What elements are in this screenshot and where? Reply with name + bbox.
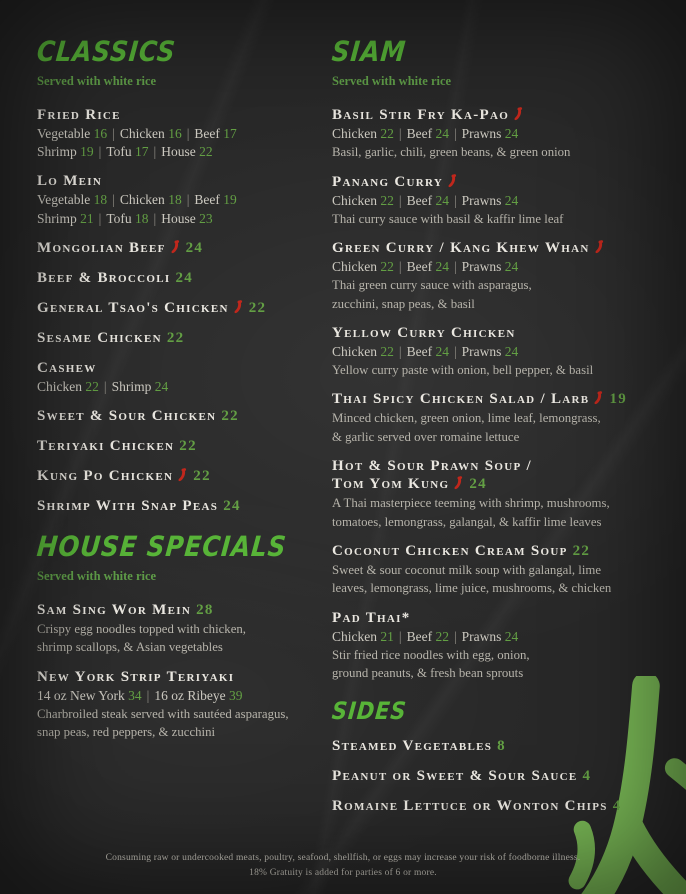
- menu-item: [37, 359, 325, 395]
- menu-item-price: 4: [612, 798, 622, 815]
- variant-separator: |: [398, 628, 402, 644]
- variant-separator: |: [398, 126, 402, 141]
- variant-label: Chicken: [332, 126, 381, 141]
- section-title: HOUSE SPECIALS: [35, 529, 289, 563]
- menu-item-name-line: [332, 106, 666, 124]
- menu-item-price: 24: [175, 269, 194, 286]
- menu-item-name: Hot & Sour Prawn Soup /: [332, 458, 532, 475]
- variant-label: Prawns: [461, 628, 505, 644]
- variant-label: 14 oz New York: [37, 687, 129, 703]
- menu-item-name: Tom Yom Kung: [332, 476, 450, 493]
- variant-price: 24: [435, 192, 449, 208]
- menu-item-name: Romaine Lettuce or Wonton Chips: [332, 798, 608, 815]
- menu-item-price: 22: [221, 407, 239, 424]
- menu-item-price: 22: [166, 329, 185, 346]
- section-subtitle: Served with white rice: [37, 74, 157, 88]
- variant-separator: |: [453, 192, 457, 208]
- variant-label: Beef: [194, 126, 224, 141]
- variant-separator: |: [153, 144, 157, 160]
- variant-label: House: [161, 144, 200, 160]
- menu-item-name-line: [332, 542, 666, 560]
- menu-item-description: leaves, lemongrass, lime juice, mushrooms, & chicken: [332, 581, 612, 596]
- menu-item-name: Basil Stir Fry Ka-Pao: [332, 107, 510, 123]
- variant-price: 24: [504, 126, 519, 141]
- menu-item: [37, 269, 325, 287]
- menu-item-name: Pad Thai*: [332, 609, 411, 626]
- menu-item-name-line: [37, 239, 325, 257]
- menu-item-name: Shrimp With Snap Peas: [37, 497, 219, 514]
- variant-price: 22: [380, 192, 394, 208]
- menu-item: [332, 173, 666, 228]
- menu-item-name-line: [332, 324, 666, 342]
- menu-item-price: 22: [193, 467, 211, 484]
- variant-label: Vegetable: [37, 192, 94, 208]
- variant-price: 22: [435, 628, 449, 644]
- menu-item-variants: [37, 192, 325, 208]
- menu-item-name: Yellow Curry Chicken: [332, 324, 516, 341]
- menu-item-name: New York Strip Teriyaki: [37, 668, 235, 685]
- right-column: [330, 35, 666, 827]
- variant-price: 34: [128, 687, 142, 703]
- chili-icon: [170, 239, 181, 254]
- variant-label: House: [161, 210, 200, 226]
- menu-item-name-line: [37, 407, 325, 425]
- menu-item-name: Beef & Broccoli: [37, 269, 171, 286]
- menu-item: [332, 797, 666, 815]
- menu-item-name: Thai Spicy Chicken Salad / Larb: [332, 391, 590, 408]
- variant-separator: |: [112, 192, 115, 208]
- variant-price: 24: [504, 192, 519, 208]
- menu-item-name-line: [37, 601, 325, 619]
- menu-item: [332, 542, 666, 597]
- menu-item-description: & garlic served over romaine lettuce: [332, 429, 520, 444]
- menu-item-description: Thai green curry sauce with asparagus,: [332, 278, 532, 293]
- menu-item-price: 28: [196, 601, 214, 618]
- variant-label: Shrimp: [111, 378, 155, 394]
- variant-price: 24: [435, 126, 449, 141]
- menu-item-name-line: [332, 797, 666, 815]
- variant-separator: |: [98, 210, 102, 226]
- menu-item-description: Charbroiled steak served with sautéed asparagus,: [37, 706, 289, 721]
- menu-item-price: 24: [185, 239, 204, 256]
- menu-item-price: 22: [179, 437, 197, 454]
- variant-label: 16 oz Ribeye: [154, 687, 229, 703]
- menu-item: [332, 324, 666, 379]
- menu-item-name-line: [37, 172, 325, 190]
- menu-item-price: 8: [497, 738, 506, 755]
- footer-disclaimer: [0, 851, 686, 882]
- menu-item-name-line: [37, 359, 325, 377]
- section-sides: [332, 699, 666, 815]
- variant-label: Beef: [406, 192, 436, 208]
- variant-label: Beef: [406, 259, 436, 275]
- menu-item-name-line: [37, 437, 325, 455]
- menu-item-name-line: [37, 497, 325, 515]
- menu-item-name: General Tsao's Chicken: [37, 299, 229, 316]
- menu-item-variants: [332, 259, 666, 275]
- variant-separator: |: [98, 144, 102, 160]
- menu-item-name-line: [332, 239, 666, 257]
- menu-item: [332, 457, 666, 530]
- menu-item-description: Thai curry sauce with basil & kaffir lime leaf: [332, 211, 564, 226]
- menu-item-name: Mongolian Beef: [37, 239, 166, 256]
- variant-price: 22: [199, 144, 213, 160]
- variant-label: Chicken: [119, 192, 169, 208]
- variant-separator: |: [453, 126, 457, 141]
- chili-icon: [233, 299, 244, 314]
- section-items: [37, 106, 325, 515]
- menu-item-description: ground peanuts, & fresh bean sprouts: [332, 666, 524, 681]
- variant-separator: |: [453, 343, 457, 359]
- menu-item-variants: [37, 126, 325, 142]
- menu-item: [37, 239, 325, 257]
- menu-item-variants: [332, 193, 666, 209]
- menu-item: [332, 609, 666, 682]
- menu-item-name-line: [37, 299, 325, 317]
- variant-price: 17: [223, 126, 237, 141]
- menu-item-name: Cashew: [37, 359, 97, 376]
- variant-separator: |: [453, 259, 457, 275]
- variant-label: Prawns: [461, 343, 505, 359]
- menu-item: [37, 106, 325, 160]
- menu-item-description: Yellow curry paste with onion, bell pepper, & basil: [332, 363, 594, 378]
- menu-item-description: Crispy egg noodles topped with chicken,: [37, 621, 246, 636]
- variant-label: Chicken: [332, 259, 381, 275]
- menu-item-price: 22: [248, 299, 267, 316]
- menu-item-name-line: [37, 329, 325, 347]
- variant-price: 22: [85, 378, 99, 394]
- variant-price: 23: [199, 210, 213, 226]
- menu-item: [332, 767, 666, 785]
- menu-item-description: Basil, garlic, chili, green beans, & green onion: [332, 145, 571, 160]
- section-classics: [35, 35, 325, 515]
- menu-item-variants: [37, 144, 325, 160]
- menu-item-variants: [37, 379, 325, 395]
- menu-item-price: 22: [572, 542, 591, 559]
- variant-separator: |: [398, 343, 402, 359]
- menu-item-name: Sesame Chicken: [37, 329, 162, 346]
- menu-item-description: zucchini, snap peas, & basil: [332, 296, 475, 311]
- menu-item-name-line: [37, 467, 325, 485]
- section-title: SIAM: [330, 35, 408, 68]
- menu-item-name-line: [332, 475, 666, 493]
- variant-price: 21: [80, 210, 94, 226]
- variant-separator: |: [398, 259, 402, 275]
- menu-item-description: Minced chicken, green onion, lime leaf, lemongrass,: [332, 411, 601, 426]
- menu-item: [332, 106, 666, 161]
- variant-price: 22: [380, 126, 394, 141]
- menu-item: [37, 497, 325, 515]
- variant-price: 24: [504, 343, 519, 359]
- menu-item: [37, 437, 325, 455]
- menu-item: [37, 172, 325, 226]
- chili-icon: [453, 475, 464, 490]
- variant-price: 18: [93, 192, 108, 208]
- menu-item-description: snap peas, red peppers, & zucchini: [37, 725, 216, 740]
- variant-price: 22: [380, 259, 394, 275]
- section-title: SIDES: [330, 697, 408, 726]
- menu-item-name-line: [332, 457, 666, 475]
- variant-label: Beef: [194, 192, 224, 208]
- menu-item-name-line: [332, 609, 666, 627]
- section-subtitle: Served with white rice: [332, 74, 452, 88]
- menu-item: [332, 737, 666, 755]
- variant-label: Prawns: [461, 126, 505, 141]
- variant-label: Shrimp: [37, 210, 81, 226]
- chili-icon: [594, 239, 605, 254]
- variant-label: Chicken: [332, 192, 381, 208]
- menu-item-name: Teriyaki Chicken: [37, 437, 175, 454]
- menu-item-variants: [37, 688, 325, 704]
- variant-price: 22: [380, 343, 394, 359]
- variant-separator: |: [112, 126, 115, 141]
- variant-price: 19: [80, 144, 94, 160]
- variant-label: Vegetable: [37, 126, 94, 141]
- menu-item-variants: [332, 629, 666, 645]
- menu-item-name: Sweet & Sour Chicken: [37, 407, 217, 424]
- variant-price: 24: [435, 343, 449, 359]
- menu-item-name: Lo Mein: [37, 173, 103, 190]
- menu-item-name-line: [332, 767, 666, 785]
- variant-separator: |: [453, 628, 457, 644]
- menu-item-price: 19: [609, 391, 628, 408]
- variant-price: 16: [168, 126, 182, 141]
- footer-line-1: Consuming raw or undercooked meats, poultry, seafood, shellfish, or eggs may increase your risk of foodborne illness.: [105, 852, 581, 863]
- footer-line-2: 18% Gratuity is added for parties of 6 or more.: [249, 868, 437, 879]
- menu-item-name-line: [37, 269, 325, 287]
- variant-price: 24: [154, 378, 169, 394]
- menu-item-name: Panang Curry: [332, 173, 444, 190]
- menu-item-description: Sweet & sour coconut milk soup with galangal, lime: [332, 562, 602, 577]
- variant-label: Shrimp: [37, 144, 81, 160]
- variant-price: 24: [504, 259, 519, 275]
- menu-item-name: Fried Rice: [37, 107, 121, 123]
- section-siam: [330, 35, 666, 681]
- menu-item-price: 24: [469, 476, 487, 493]
- menu-item-price: 4: [582, 768, 592, 785]
- menu-item-variants: [332, 344, 666, 360]
- variant-label: Prawns: [461, 192, 505, 208]
- variant-separator: |: [398, 192, 402, 208]
- variant-label: Chicken: [119, 126, 169, 141]
- menu-item-variants: [37, 211, 325, 227]
- variant-label: Beef: [406, 343, 436, 359]
- variant-label: Beef: [406, 126, 436, 141]
- section-items: [332, 737, 666, 815]
- section-subtitle: Served with white rice: [37, 568, 157, 583]
- variant-separator: |: [186, 126, 190, 141]
- menu-item-name-line: [37, 106, 325, 124]
- variant-separator: |: [186, 192, 190, 208]
- variant-price: 16: [93, 126, 108, 141]
- menu-item: [332, 239, 666, 312]
- menu-item-name: Coconut Chicken Cream Soup: [332, 542, 568, 559]
- section-items: [332, 106, 666, 681]
- menu-item-description: shrimp scallops, & Asian vegetables: [37, 640, 223, 655]
- variant-price: 19: [223, 192, 237, 208]
- menu-item-name-line: [332, 390, 666, 408]
- menu-item: [37, 467, 325, 485]
- section-title: CLASSICS: [35, 35, 178, 68]
- variant-separator: |: [103, 378, 107, 394]
- chili-icon: [593, 390, 604, 405]
- variant-label: Chicken: [37, 378, 86, 394]
- chili-icon: [447, 173, 458, 188]
- variant-price: 18: [168, 192, 182, 208]
- variant-price: 21: [380, 628, 394, 644]
- section-items: [37, 601, 325, 741]
- menu-item-name: Kung Po Chicken: [37, 467, 174, 484]
- variant-price: 24: [435, 259, 449, 275]
- menu-item-name-line: [332, 737, 666, 755]
- variant-separator: |: [146, 687, 150, 703]
- menu-item-name: Sam Sing Wor Mein: [37, 601, 192, 618]
- menu-item-name: Steamed Vegetables: [332, 738, 493, 755]
- variant-label: Tofu: [106, 144, 136, 160]
- chili-icon: [513, 106, 524, 121]
- variant-price: 17: [135, 144, 149, 160]
- variant-label: Beef: [406, 628, 436, 644]
- menu-item: [37, 407, 325, 425]
- menu-item: [37, 668, 325, 741]
- menu-item: [37, 329, 325, 347]
- variant-price: 39: [228, 687, 243, 703]
- section-house-specials: [35, 529, 325, 741]
- left-column: [35, 35, 325, 753]
- menu-item-price: 24: [223, 497, 241, 514]
- menu-item-description: A Thai masterpiece teeming with shrimp, mushrooms,: [332, 496, 610, 511]
- variant-price: 18: [135, 210, 149, 226]
- menu-item-name-line: [332, 173, 666, 191]
- menu-item-name: Green Curry / Kang Khew Whan: [332, 240, 590, 257]
- menu-item: [37, 601, 325, 656]
- variant-price: 24: [504, 628, 519, 644]
- spacer: [332, 723, 666, 737]
- menu-item: [332, 390, 666, 445]
- variant-label: Tofu: [106, 210, 136, 226]
- variant-label: Chicken: [332, 628, 381, 644]
- chili-icon: [177, 467, 188, 482]
- variant-separator: |: [153, 210, 157, 226]
- menu-item-name: Peanut or Sweet & Sour Sauce: [332, 768, 578, 785]
- variant-label: Prawns: [461, 259, 505, 275]
- menu-item-description: tomatoes, lemongrass, galangal, & kaffir lime leaves: [332, 514, 602, 529]
- menu-item-name-line: [37, 668, 325, 686]
- menu-item-description: Stir fried rice noodles with egg, onion,: [332, 647, 530, 662]
- menu-item-variants: [332, 126, 666, 142]
- variant-label: Chicken: [332, 343, 381, 359]
- menu-item: [37, 299, 325, 317]
